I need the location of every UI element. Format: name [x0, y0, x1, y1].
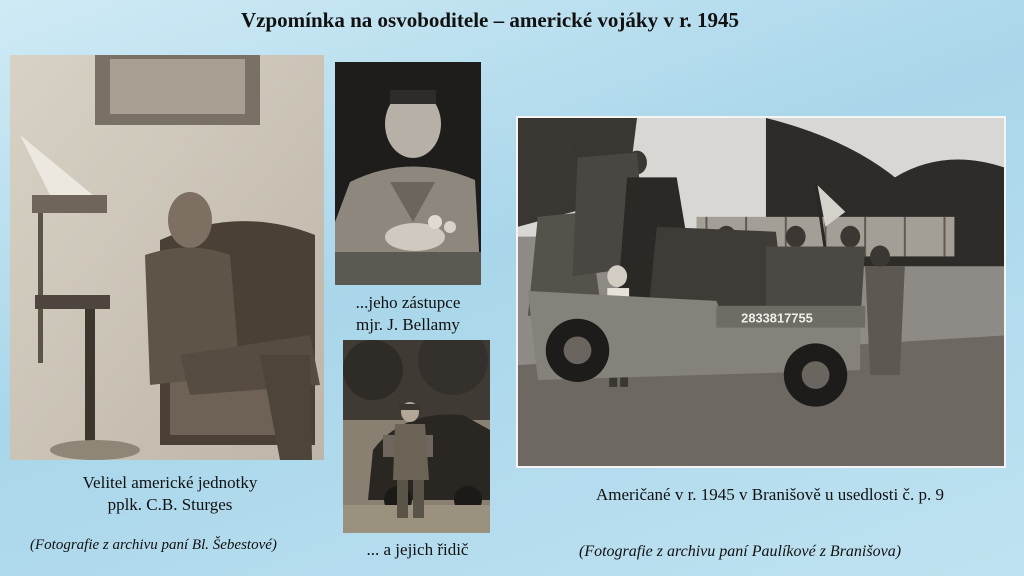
credit-right: (Fotografie z archivu paní Paulíkové z Branišova): [579, 543, 902, 560]
caption-commander-line2: pplk. C.B. Sturges: [107, 495, 233, 514]
photo-group-jeep: [516, 116, 1006, 468]
photo-commander: [10, 55, 324, 460]
caption-driver: ... a jejich řidič: [366, 540, 469, 559]
photo-deputy: [335, 62, 481, 285]
credit-left: (Fotografie z archivu paní Bl. Šebestové): [30, 537, 277, 553]
page-title: Vzpomínka na osvoboditele – americké vojáky v r. 1945: [241, 8, 739, 32]
caption-deputy-line2: mjr. J. Bellamy: [356, 315, 460, 334]
caption-commander-line1: Velitel americké jednotky: [82, 473, 258, 492]
photo-driver: [343, 340, 490, 533]
caption-deputy: [335, 292, 481, 336]
caption-group: Američané v r. 1945 v Branišově u usedlosti č. p. 9: [596, 485, 944, 504]
caption-commander: [30, 472, 310, 516]
jeep-plate: 2833817755: [741, 310, 813, 326]
caption-deputy-line1: ...jeho zástupce: [355, 293, 461, 312]
